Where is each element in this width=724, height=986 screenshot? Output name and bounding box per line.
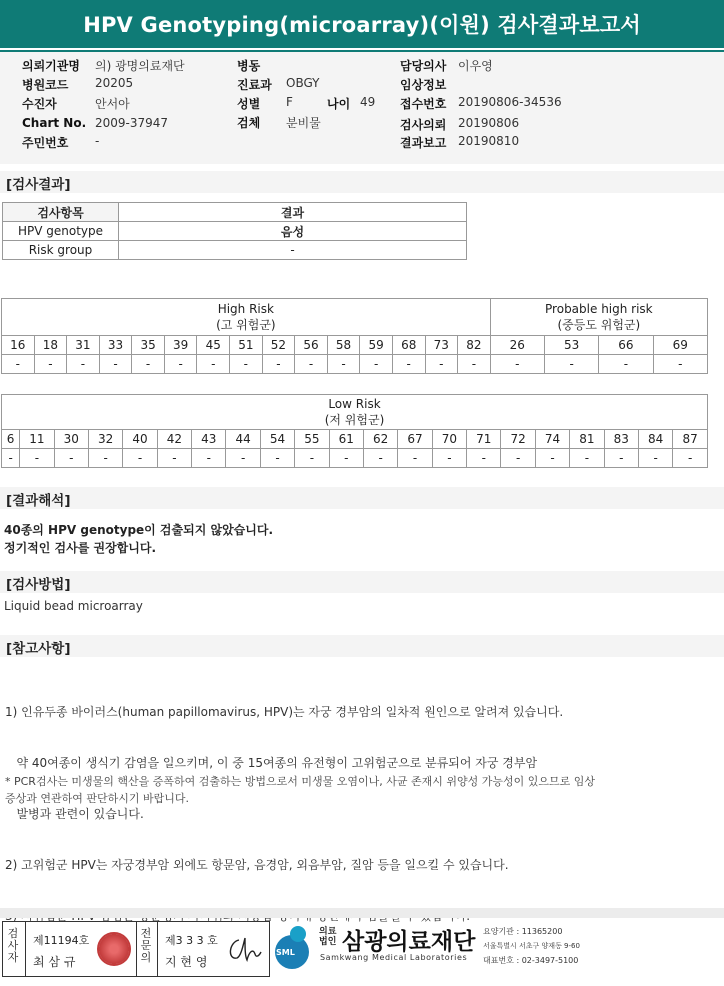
ward-label: 병동 (237, 59, 261, 73)
genotype-result-cell: - (638, 449, 672, 468)
high-risk-result-row (2, 355, 708, 374)
genotype-result-cell: - (230, 355, 263, 374)
low-risk-heading (2, 395, 708, 430)
genotype-cell: 70 (432, 430, 466, 449)
report-date-value: 20190810 (458, 134, 520, 148)
note-line: 발병과 관련이 있습니다. (5, 807, 144, 821)
genotype-result-cell: - (535, 449, 569, 468)
table-row (3, 222, 467, 241)
genotype-cell: 83 (604, 430, 638, 449)
genotype-cell: 40 (123, 430, 157, 449)
pcr-disclaimer (5, 773, 720, 807)
institution-value: 의) 광명의료재단 (95, 59, 185, 73)
genotype-cell: 54 (260, 430, 294, 449)
row-item: HPV genotype (3, 222, 119, 241)
org-name: 삼광의료재단 (342, 929, 476, 955)
probable-title: Probable high risk (545, 302, 653, 316)
genotype-cell: 58 (327, 336, 360, 355)
genotype-cell: 51 (230, 336, 263, 355)
sml-logo-icon (270, 922, 316, 972)
doctor-label: 담당의사 (400, 59, 447, 73)
genotype-cell: 62 (363, 430, 397, 449)
genotype-cell: 30 (54, 430, 88, 449)
low-risk-title: Low Risk (328, 397, 381, 411)
inspector-seal-icon (97, 932, 131, 966)
genotype-result-cell: - (599, 355, 653, 374)
genotype-result-cell: - (226, 449, 260, 468)
chart-value: 2009-37947 (95, 116, 169, 130)
high-risk-heading (2, 299, 491, 336)
specimen-label: 검체 (237, 116, 261, 130)
high-risk-subtitle: (고 위험군) (216, 318, 276, 332)
genotype-cell: 18 (34, 336, 67, 355)
interpretation-text (4, 521, 273, 557)
high-risk-title: High Risk (217, 302, 274, 316)
institution-label: 의뢰기관명 (22, 59, 80, 73)
genotype-cell: 53 (544, 336, 598, 355)
genotype-result-cell: - (398, 449, 432, 468)
note-line: 약 40여종이 생식기 감염을 일으키며, 이 중 15여종의 유전형이 고위험군으로 분류되어 자궁 경부암 (5, 756, 538, 770)
genotype-cell: 33 (99, 336, 132, 355)
hospital-code-label: 병원코드 (22, 78, 69, 92)
genotype-cell: 32 (88, 430, 122, 449)
genotype-cell: 6 (2, 430, 20, 449)
genotype-result-cell: - (329, 449, 363, 468)
doctor-value: 이우영 (458, 59, 493, 73)
dept-value: OBGY (286, 76, 320, 90)
genotype-cell: 43 (192, 430, 226, 449)
inspector-name: 최 삼 규 (33, 955, 76, 969)
genotype-result-cell: - (2, 449, 20, 468)
genotype-result-cell: - (544, 355, 598, 374)
row-result: 음성 (119, 222, 467, 241)
genotype-result-cell: - (327, 355, 360, 374)
low-risk-type-row (2, 430, 708, 449)
patient-label: 수진자 (22, 97, 57, 111)
footer-band (0, 908, 724, 918)
note-line: 2) 고위험군 HPV는 자궁경부암 외에도 항문암, 음경암, 외음부암, 질암 등을 일으킬 수 있습니다. (5, 858, 509, 872)
org-code: 요양기관 : 11365200 (483, 927, 563, 936)
result-table-header (3, 203, 467, 222)
genotype-result-cell: - (262, 355, 295, 374)
genotype-cell: 66 (599, 336, 653, 355)
method-band (0, 571, 724, 593)
pcr-line-2: 증상과 연관하여 판단하시기 바랍니다. (5, 792, 190, 805)
interpretation-line-2: 정기적인 검사를 권장합니다. (4, 541, 157, 555)
report-title (0, 0, 724, 48)
age-label: 나이 (327, 97, 351, 111)
report-date-label: 결과보고 (400, 136, 447, 150)
genotype-result-cell: - (570, 449, 604, 468)
genotype-cell: 72 (501, 430, 535, 449)
patient-value: 안서아 (95, 97, 130, 111)
genotype-cell: 26 (490, 336, 544, 355)
genotype-result-cell: - (197, 355, 230, 374)
inspector-license: 제11194호 (33, 934, 90, 947)
pcr-line-1: * PCR검사는 미생물의 핵산을 증폭하여 검출하는 방법으로서 미생물 오염이나, 사균 존재시 위양성 가능성이 있으므로 임상 (5, 775, 595, 788)
divider (136, 922, 137, 976)
genotype-result-cell: - (192, 449, 226, 468)
reviewer-name: 지 현 영 (165, 955, 208, 969)
genotype-cell: 44 (226, 430, 260, 449)
genotype-result-cell: - (425, 355, 458, 374)
genotype-cell: 68 (392, 336, 425, 355)
genotype-result-cell: - (673, 449, 708, 468)
genotype-result-cell: - (54, 449, 88, 468)
genotype-result-cell: - (360, 355, 393, 374)
org-type: 의료법인 (319, 927, 337, 947)
inspector-label: 검사자 (7, 927, 19, 964)
receipt-value: 20190806-34536 (458, 95, 562, 109)
resident-label: 주민번호 (22, 136, 69, 150)
genotype-result-cell: - (363, 449, 397, 468)
age-value: 49 (360, 95, 376, 109)
probable-subtitle: (중등도 위험군) (557, 318, 641, 332)
genotype-result-cell: - (67, 355, 100, 374)
org-badge: SML (276, 948, 295, 957)
note-line: 1) 인유두종 바이러스(human papillomavirus, HPV)는 자궁 경부암의 일차적 원인으로 알려져 있습니다. (5, 705, 564, 719)
request-label: 검사의뢰 (400, 118, 447, 132)
genotype-cell: 73 (425, 336, 458, 355)
notes-title: [참고사항] (6, 641, 71, 657)
genotype-result-cell: - (490, 355, 544, 374)
genotype-cell: 35 (132, 336, 165, 355)
notes-band (0, 635, 724, 657)
org-phone: 대표번호 : 02-3497-5100 (483, 956, 579, 965)
sex-label: 성별 (237, 97, 261, 111)
genotype-result-cell: - (157, 449, 191, 468)
interpretation-band (0, 487, 724, 509)
header-item: 검사항목 (3, 203, 119, 222)
genotype-cell: 42 (157, 430, 191, 449)
sex-value: F (286, 95, 293, 109)
org-name-en: Samkwang Medical Laboratories (320, 953, 468, 962)
result-section-band (0, 171, 724, 193)
resident-value: - (95, 134, 100, 148)
divider (157, 922, 158, 976)
clinical-label: 임상정보 (400, 78, 447, 92)
genotype-cell: 82 (458, 336, 491, 355)
genotype-cell: 45 (197, 336, 230, 355)
genotype-cell: 84 (638, 430, 672, 449)
genotype-cell: 71 (467, 430, 501, 449)
hospital-code-value: 20205 (95, 76, 134, 90)
reviewer-label: 전문의 (140, 927, 152, 964)
genotype-cell: 74 (535, 430, 569, 449)
high-risk-type-row (2, 336, 708, 355)
header-result: 결과 (119, 203, 467, 222)
interpretation-title: [결과해석] (6, 493, 71, 509)
row-item: Risk group (3, 241, 119, 260)
genotype-result-cell: - (653, 355, 707, 374)
genotype-result-cell: - (20, 449, 54, 468)
specimen-value: 분비물 (286, 116, 321, 130)
high-risk-table (1, 298, 708, 374)
genotype-cell: 55 (295, 430, 329, 449)
result-section-title: [검사결과] (6, 177, 71, 193)
genotype-result-cell: - (295, 355, 328, 374)
genotype-cell: 69 (653, 336, 707, 355)
receipt-label: 접수번호 (400, 97, 447, 111)
chart-label: Chart No. (22, 116, 87, 130)
genotype-cell: 31 (67, 336, 100, 355)
table-row (3, 241, 467, 260)
genotype-cell: 52 (262, 336, 295, 355)
genotype-cell: 56 (295, 336, 328, 355)
low-risk-table (1, 394, 708, 468)
genotype-result-cell: - (164, 355, 197, 374)
probable-heading (490, 299, 707, 336)
genotype-result-cell: - (295, 449, 329, 468)
genotype-result-cell: - (123, 449, 157, 468)
genotype-cell: 39 (164, 336, 197, 355)
row-result: - (119, 241, 467, 260)
genotype-result-cell: - (432, 449, 466, 468)
low-risk-result-row (2, 449, 708, 468)
genotype-result-cell: - (99, 355, 132, 374)
genotype-result-cell: - (604, 449, 638, 468)
genotype-cell: 16 (2, 336, 35, 355)
reviewer-signature-icon (225, 934, 263, 966)
genotype-result-cell: - (132, 355, 165, 374)
genotype-result-cell: - (392, 355, 425, 374)
genotype-cell: 11 (20, 430, 54, 449)
low-risk-subtitle: (저 위험군) (324, 413, 385, 427)
dept-label: 진료과 (237, 78, 272, 92)
genotype-cell: 87 (673, 430, 708, 449)
genotype-result-cell: - (88, 449, 122, 468)
genotype-result-cell: - (34, 355, 67, 374)
genotype-result-cell: - (260, 449, 294, 468)
interpretation-line-1: 40종의 HPV genotype이 검출되지 않았습니다. (4, 523, 274, 537)
signature-box (2, 921, 270, 977)
divider (25, 922, 26, 976)
report-title-text: HPV Genotyping(microarray)(이원) 검사결과보고서 (83, 13, 641, 37)
result-table (2, 202, 467, 260)
reviewer-license: 제3 3 3 호 (165, 934, 218, 947)
genotype-cell: 61 (329, 430, 363, 449)
method-title: [검사방법] (6, 577, 71, 593)
genotype-result-cell: - (458, 355, 491, 374)
genotype-result-cell: - (2, 355, 35, 374)
genotype-result-cell: - (501, 449, 535, 468)
org-address: 서울특별시 서초구 양재동 9-60 (483, 942, 580, 950)
method-text: Liquid bead microarray (4, 599, 143, 613)
genotype-result-cell: - (467, 449, 501, 468)
request-value: 20190806 (458, 116, 520, 130)
genotype-cell: 81 (570, 430, 604, 449)
genotype-cell: 59 (360, 336, 393, 355)
genotype-cell: 67 (398, 430, 432, 449)
